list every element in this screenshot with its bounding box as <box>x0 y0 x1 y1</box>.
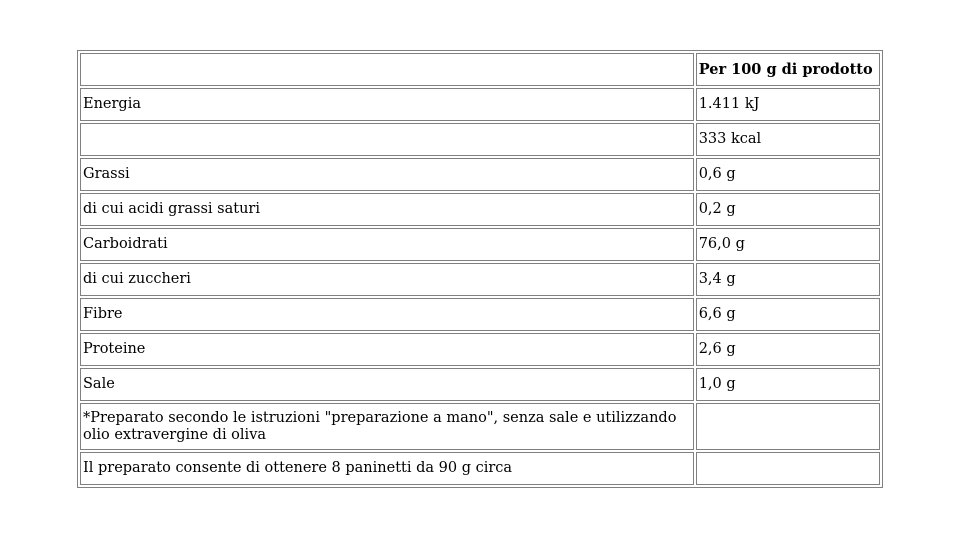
row-value-carboidrati: 76,0 g <box>696 228 880 261</box>
row-value-grassi-saturi: 0,2 g <box>696 193 880 226</box>
row-label-grassi: Grassi <box>80 158 694 191</box>
row-label-carboidrati: Carboidrati <box>80 228 694 261</box>
table-row <box>80 452 880 485</box>
table-row <box>80 158 880 191</box>
row-value-sale: 1,0 g <box>696 368 880 401</box>
nutrition-table <box>77 50 883 488</box>
table-row <box>80 88 880 121</box>
row-value-energia-kcal: 333 kcal <box>696 123 880 156</box>
row-label-energia: Energia <box>80 88 694 121</box>
row-value-energia-kj: 1.411 kJ <box>696 88 880 121</box>
row-value-fibre: 6,6 g <box>696 298 880 331</box>
row-label-sale: Sale <box>80 368 694 401</box>
note-value-empty <box>696 452 880 485</box>
row-label-fibre: Fibre <box>80 298 694 331</box>
row-value-proteine: 2,6 g <box>696 333 880 366</box>
row-label-empty <box>80 123 694 156</box>
row-value-zuccheri: 3,4 g <box>696 263 880 296</box>
table-row <box>80 298 880 331</box>
table-row <box>80 193 880 226</box>
table-row <box>80 123 880 156</box>
table-row <box>80 403 880 450</box>
row-value-grassi: 0,6 g <box>696 158 880 191</box>
header-cell-empty <box>80 53 694 86</box>
note-paninetti: Il preparato consente di ottenere 8 paninetti da 90 g circa <box>80 452 694 485</box>
table-row <box>80 263 880 296</box>
table-header-row <box>80 53 880 86</box>
note-value-empty <box>696 403 880 450</box>
table-row <box>80 368 880 401</box>
row-label-proteine: Proteine <box>80 333 694 366</box>
note-preparazione: *Preparato secondo le istruzioni "preparazione a mano", senza sale e utilizzando olio extravergine di oliva <box>80 403 694 450</box>
row-label-grassi-saturi: di cui acidi grassi saturi <box>80 193 694 226</box>
header-cell-per-100g: Per 100 g di prodotto <box>696 53 880 86</box>
row-label-zuccheri: di cui zuccheri <box>80 263 694 296</box>
table-row <box>80 333 880 366</box>
table-row <box>80 228 880 261</box>
